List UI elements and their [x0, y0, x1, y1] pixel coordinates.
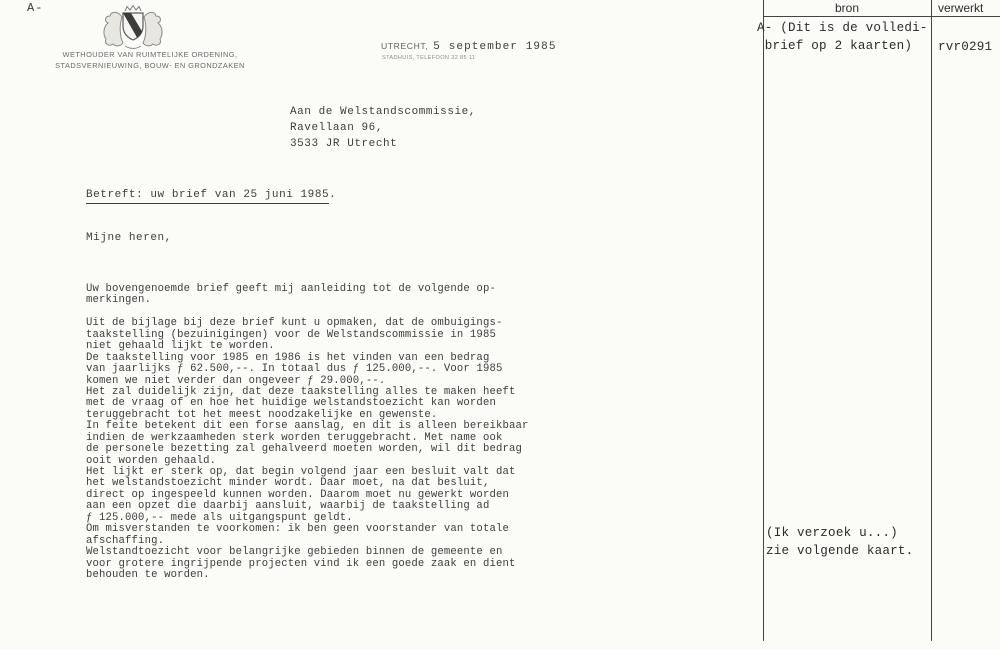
recipient-address	[290, 104, 476, 152]
letter-body	[86, 284, 529, 581]
text-line: Uit de bijlage bij deze brief kunt u opmaken, dat de ombuigings-	[86, 317, 503, 330]
text-line: In feite betekent dit een forse aanslag, en dit is alleen bereikbaar	[86, 420, 529, 433]
subject-line	[86, 189, 336, 201]
dateline-city: UTRECHT,	[381, 41, 429, 51]
text-line: Welstandtoezicht voor belangrijke gebieden binnen de gemeente en	[86, 546, 503, 559]
text-line: Het lijkt er sterk op, dat begin volgend jaar een besluit valt dat	[86, 466, 516, 478]
text-line: behouden te worden.	[86, 568, 210, 581]
text-line: Aan de Welstandscommissie,	[290, 106, 476, 118]
column-header-bron: bron	[834, 1, 860, 15]
text-line: A- (Dit is de volledi-	[757, 21, 928, 35]
dateline	[381, 41, 557, 53]
verwerkt-code: rvr0291	[938, 40, 993, 54]
register-header-rule	[763, 16, 1000, 17]
text-line: niet gehaald lijkt te worden.	[86, 340, 275, 353]
text-line: met de vraag of en hoe het huidige welstandstoezicht kan worden	[86, 397, 496, 410]
corner-mark: A-	[27, 1, 44, 15]
text-line: aan een opzet die daarbij aansluit, waarbij de taakstelling ad	[86, 500, 490, 513]
text-line: direct op ingespeeld kunnen worden. Daarom moet nu gewerkt worden	[86, 488, 509, 501]
letterhead	[28, 50, 272, 71]
text-line: merkingen.	[86, 294, 152, 307]
text-line: taakstelling (bezuinigingen) voor de Welstandscommissie in 1985	[86, 328, 496, 341]
text-line: brief op 2 kaarten)	[757, 38, 913, 53]
register-left-rule	[763, 0, 764, 641]
text-line: (Ik verzoek u...)	[766, 526, 898, 540]
subject-text: Betreft: uw brief van 25 juni 1985	[86, 189, 329, 204]
subject-period: .	[329, 189, 337, 201]
text-line: de personele bezetting zal gehalveerd moeten worden, wil dit bedrag	[86, 443, 522, 456]
dateline-date: 5 september 1985	[433, 41, 557, 53]
text-line: zie volgende kaart.	[766, 543, 914, 558]
letterhead-line1: WETHOUDER VAN RUIMTELIJKE ORDENING,	[62, 50, 238, 59]
text-line: Ravellaan 96,	[290, 122, 383, 134]
letterhead-line2: STADSVERNIEUWING, BOUW- EN GRONDZAKEN	[55, 60, 245, 70]
column-header-verwerkt: verwerkt	[938, 1, 984, 15]
text-line: komen we niet verder dan ongeveer ƒ 29.000,--.	[86, 374, 386, 387]
salutation: Mijne heren,	[86, 232, 172, 244]
text-line: voor grotere ingrijpende projecten vind ik een goede zaak en dient	[86, 557, 516, 570]
text-line: Om misverstanden te voorkomen: ik ben geen voorstander van totale	[86, 523, 509, 536]
bron-annotation-bottom	[766, 525, 913, 560]
register-column-divider-rule	[931, 0, 932, 641]
text-line: De taakstelling voor 1985 en 1986 is het vinden van een bedrag	[86, 351, 490, 364]
letterhead-contact-line: STADHUIS, TELEFOON 32 85 11	[382, 55, 476, 61]
text-line: teruggebracht tot het meest noodzakelijke en gewenste.	[86, 408, 438, 421]
bron-annotation-top	[757, 20, 928, 55]
text-line: afschaffing.	[86, 534, 165, 547]
text-line: Het zal duidelijk zijn, dat deze taakstelling alles te maken heeft	[86, 385, 516, 398]
text-line: ƒ 125.000,-- mede als uitgangspunt geldt.	[86, 511, 353, 524]
text-line: indien de werkzaamheden sterk worden teruggebracht. Met name ook	[86, 431, 503, 444]
utrecht-coat-of-arms-icon	[100, 4, 166, 52]
text-line: Uw bovengenoemde brief geeft mij aanleiding tot de volgende op-	[86, 283, 496, 295]
text-line: van jaarlijks ƒ 62.500,--. In totaal dus ƒ 125.000,--. Voor 1985	[86, 363, 503, 376]
text-line: ooit worden gehaald.	[86, 454, 217, 467]
text-line: 3533 JR Utrecht	[290, 138, 398, 150]
text-line: het welstandstoezicht minder wordt. Daar moet, na dat besluit,	[86, 477, 490, 490]
